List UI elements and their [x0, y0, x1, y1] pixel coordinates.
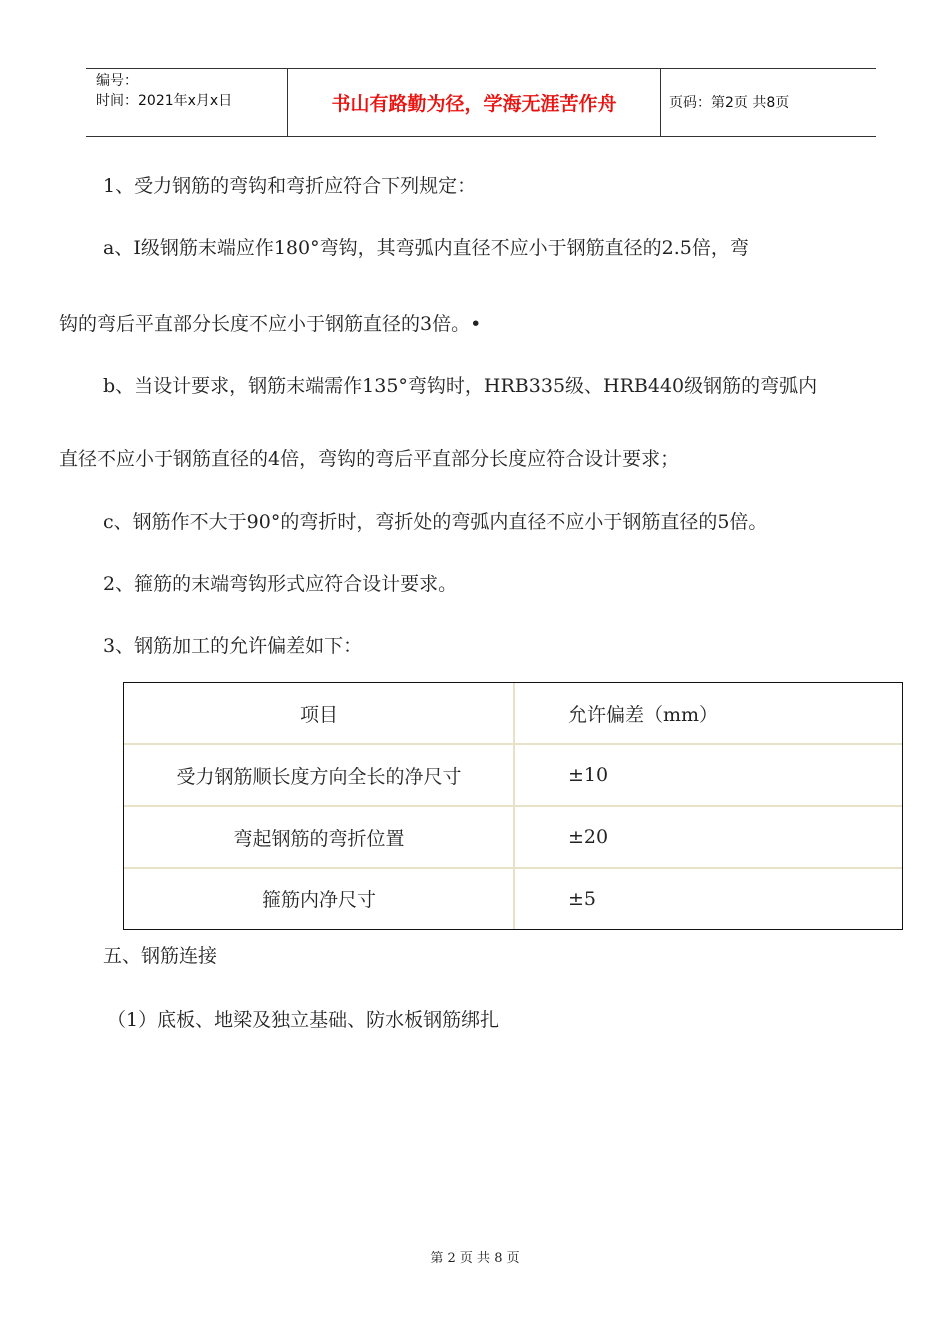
table-header-tolerance: 允许偏差（mm） — [568, 704, 719, 726]
paragraph-item-b-line1: b、当设计要求，钢筋末端需作135°弯钩时，HRB335级、HRB440级钢筋的弯弧内 — [103, 375, 818, 397]
paragraph-item-c: c、钢筋作不大于90°的弯折时，弯折处的弯弧内直径不应小于钢筋直径的5倍。 — [103, 511, 768, 533]
doc-time: 时间：2021年x月x日 — [96, 93, 233, 109]
paragraph-rule-3: 3、钢筋加工的允许偏差如下： — [103, 635, 363, 657]
paragraph-item-a-line1: a、Ⅰ级钢筋末端应作180°弯钩，其弯弧内直径不应小于钢筋直径的2.5倍，弯 — [103, 237, 749, 259]
header-page-info: 页码：第2页 共8页 — [669, 95, 790, 111]
page-footer: 第 2 页 共 8 页 — [430, 1251, 520, 1266]
table-cell-item: 箍筋内净尺寸 — [261, 889, 376, 911]
header-divider-right — [660, 68, 661, 136]
header-meta — [96, 71, 286, 111]
paragraph-item-a-line2: 钩的弯后平直部分长度不应小于钢筋直径的3倍。• — [59, 313, 482, 335]
header-motto: 书山有路勤为径，学海无涯苦作舟 — [331, 92, 617, 115]
section-heading-connection: 五、钢筋连接 — [103, 945, 218, 967]
header-bottom-rule — [86, 136, 876, 137]
table-cell-tolerance: ±20 — [568, 826, 609, 848]
paragraph-rule-2: 2、箍筋的末端弯钩形式应符合设计要求。 — [103, 573, 458, 595]
paragraph-item-b-line2: 直径不应小于钢筋直径的4倍，弯钩的弯后平直部分长度应符合设计要求； — [59, 448, 680, 470]
table-cell-tolerance: ±10 — [568, 764, 609, 786]
paragraph-subsection-1: （1）底板、地梁及独立基础、防水板钢筋绑扎 — [107, 1009, 500, 1031]
table-cell-tolerance: ±5 — [568, 887, 597, 910]
table-header-item: 项目 — [299, 704, 338, 726]
table-cell-item: 弯起钢筋的弯折位置 — [233, 827, 405, 850]
paragraph-rule-1: 1、受力钢筋的弯钩和弯折应符合下列规定： — [103, 175, 477, 197]
tolerance-table — [123, 682, 903, 930]
doc-number-label: 编号： — [96, 73, 138, 89]
table-cell-item: 受力钢筋顺长度方向全长的净尺寸 — [176, 765, 462, 788]
